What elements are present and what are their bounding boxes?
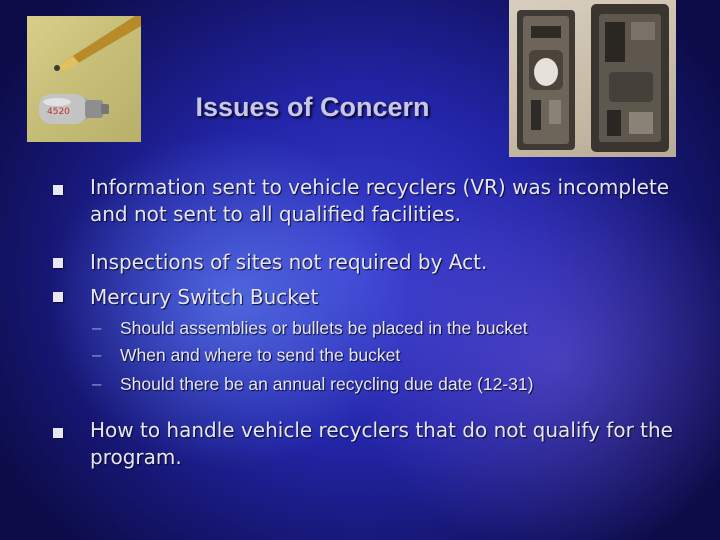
sub-bullet-item-2: When and where to send the bucket <box>120 345 401 365</box>
bullet-item-2: Inspections of sites not required by Act. <box>90 250 488 274</box>
bullet-marker <box>53 185 63 195</box>
sub-bullet-dash: – <box>92 318 102 337</box>
switch-assembly-photo <box>509 0 676 157</box>
bullet-item-4: How to handle vehicle recyclers that do not qualify for the program. <box>90 418 673 469</box>
sub-bullet-item-1: Should assemblies or bullets be placed in the bucket <box>120 318 528 338</box>
sub-bullet-dash: – <box>92 374 102 393</box>
bullet-marker <box>53 428 63 438</box>
sub-bullet-dash: – <box>92 345 102 364</box>
mercury-switch-pellet-photo <box>27 16 141 142</box>
pin-label: 4520 <box>47 107 70 117</box>
bullet-item-1: Information sent to vehicle recyclers (VR) was incomplete and not sent to all qualified facilities. <box>90 175 670 226</box>
bullet-item-3: Mercury Switch Bucket <box>90 285 319 309</box>
bullet-marker <box>53 292 63 302</box>
sub-bullet-item-3: Should there be an annual recycling due date (12-31) <box>120 374 534 394</box>
bullet-marker <box>53 258 63 268</box>
slide-title: Issues of Concern <box>195 92 430 122</box>
